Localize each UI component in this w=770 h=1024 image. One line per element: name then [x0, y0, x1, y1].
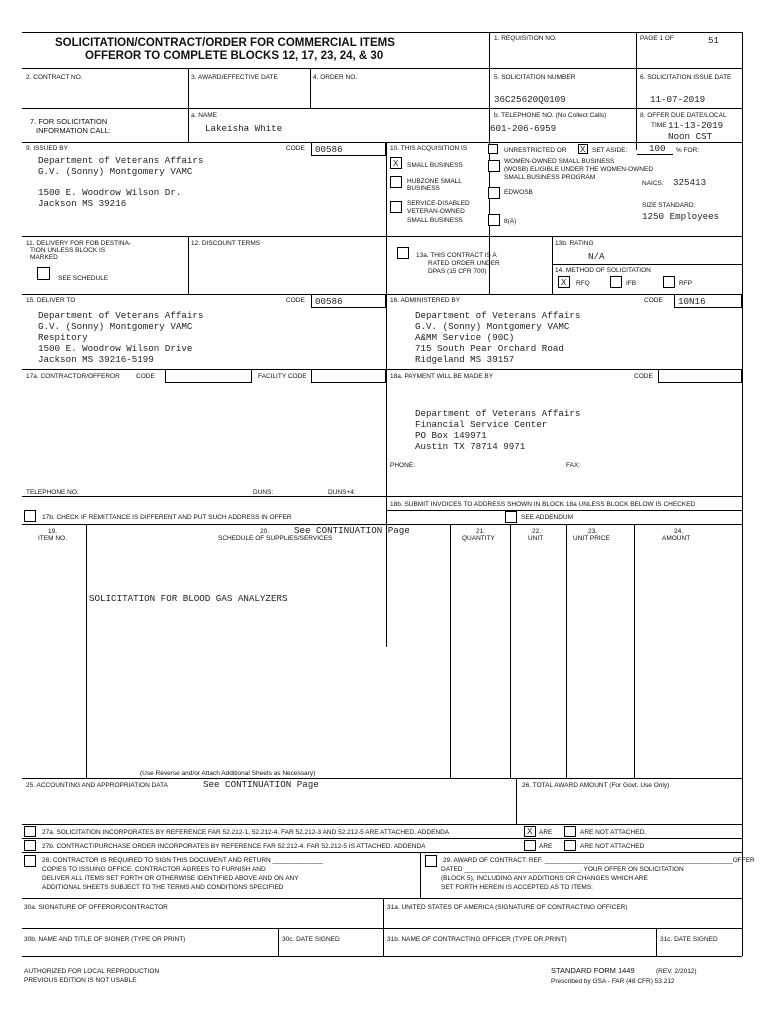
schedule-footnote: (Use Reverse and/or Attach Additional Sheets as Necessary) [140, 770, 316, 777]
block28-text-4: ADDITIONAL SHEETS SUBJECT TO THE TERMS AND CONDITIONS SPECIFIED [42, 884, 284, 891]
delivery-label: 11. DELIVERY FOR FOB DESTINA- [26, 240, 132, 247]
page-label: PAGE 1 OF [640, 35, 674, 42]
discount-terms-label: 12. DISCOUNT TERMS [191, 240, 261, 247]
payment-line: Austin TX 78714 9971 [415, 441, 526, 452]
rule [22, 838, 742, 839]
hubzone-checkbox[interactable] [390, 176, 402, 188]
deliver-to-label: 15. DELIVER TO [26, 297, 76, 304]
rule [22, 68, 742, 69]
rule [22, 496, 742, 497]
amount-header: 24. [674, 528, 684, 535]
order-no-label: 4. ORDER NO. [313, 74, 358, 81]
rule [22, 108, 742, 109]
total-award-label: 26. TOTAL AWARD AMOUNT (For Govt. Use Only) [522, 782, 670, 789]
signature-31a-label: 31a. UNITED STATES OF AMERICA (SIGNATURE OF CONTRACTING OFFICER) [387, 904, 628, 911]
rfp-checkbox[interactable] [663, 276, 675, 288]
schedule-header: SCHEDULE OF SUPPLIES/SERVICES [218, 535, 333, 542]
block28-text-2: COPIES TO ISSUING OFFICE. CONTRACTOR AGREES TO FURNISH AND [42, 866, 266, 873]
administered-line: Department of Veterans Affairs [415, 310, 581, 321]
issued-by-code-label: CODE [286, 145, 305, 152]
set-aside-checkbox[interactable] [578, 144, 588, 154]
rule [566, 524, 567, 778]
block27a-text: 27a. SOLICITATION INCORPORATES BY REFERENCE FAR 52.212-1, 52.212-4. FAR 52.212-3 AND 52.212-5 ARE ATTACHED. ADDENDA [42, 829, 450, 836]
block27a-are-not-checkbox[interactable] [564, 826, 576, 837]
rule [510, 524, 511, 778]
block27b-checkbox[interactable] [24, 840, 36, 851]
issued-by-code: 00586 [315, 144, 343, 155]
administered-line: 715 South Pear Orchard Road [415, 343, 564, 354]
issued-by-line: Jackson MS 39216 [38, 198, 127, 209]
form-revision: (REV. 2/2012) [656, 968, 697, 975]
duns-label: DUNS: [253, 489, 274, 496]
rule [552, 264, 742, 265]
telephone-no-label: TELEPHONE NO. [26, 489, 79, 496]
block27a-are-checkbox[interactable] [524, 826, 536, 837]
administered-line: A&MM Service (90C) [415, 332, 515, 343]
contract-no-label: 2. CONTRACT NO. [26, 74, 83, 81]
set-aside-label: SET ASIDE: [592, 147, 628, 154]
eight-a-checkbox[interactable] [488, 214, 500, 226]
payment-line: Financial Service Center [415, 419, 548, 430]
sdvosb-checkbox[interactable] [390, 201, 402, 213]
unit-price-header-2: UNIT PRICE [573, 535, 610, 542]
fax-label: FAX: [566, 462, 581, 469]
issued-by-line: G.V. (Sonny) Montgomery VAMC [38, 166, 193, 177]
telephone-label: b. TELEPHONE NO. (No Collect Calls) [494, 112, 607, 119]
requisition-no-label: 1. REQUISITION NO. [494, 35, 557, 42]
naics-field[interactable]: 325413 [673, 177, 707, 188]
quantity-header: 21. [476, 528, 486, 535]
size-standard-field[interactable]: 1250 Employees [642, 211, 720, 222]
footer-authorized: AUTHORIZED FOR LOCAL REPRODUCTION [24, 968, 160, 975]
date-signed-31c-label: 31c. DATE SIGNED [660, 936, 718, 943]
award-date-label: 3. AWARD/EFFECTIVE DATE [191, 74, 278, 81]
deliver-to-line: Department of Veterans Affairs [38, 310, 204, 321]
block27b-are-not-label: ARE NOT ATTACHED [580, 843, 645, 850]
rule [86, 524, 87, 778]
see-schedule-checkbox[interactable] [37, 267, 50, 280]
name-label: a. NAME [191, 112, 218, 119]
rule [383, 898, 384, 956]
rule [516, 778, 517, 824]
delivery-label-3: MARKED [30, 254, 58, 261]
deliver-to-code-box[interactable] [311, 294, 386, 308]
rule [420, 852, 421, 898]
rule [22, 778, 742, 779]
date-signed-30c-label: 30c. DATE SIGNED [282, 936, 340, 943]
method-label: 14. METHOD OF SOLICITATION [555, 267, 651, 274]
hubzone-label: HUBZONE SMALL [407, 178, 462, 185]
rule [634, 524, 635, 778]
due-date-field[interactable]: 11-13-2019 [668, 120, 724, 131]
due-date-label: 8. OFFER DUE DATE/LOCAL [640, 112, 727, 119]
telephone-field[interactable]: 601-206-6959 [490, 123, 557, 134]
phone-label: PHONE: [390, 462, 415, 469]
rule [636, 32, 637, 150]
contracting-officer-label: 31b. NAME OF CONTRACTING OFFICER (TYPE OR PRINT) [387, 936, 567, 943]
see-addendum-checkbox[interactable] [505, 511, 517, 523]
duns4-label: DUNS+4: [328, 489, 356, 496]
rule [656, 928, 657, 956]
form-name: STANDARD FORM 1449 [551, 966, 635, 975]
block27b-are-not-checkbox[interactable] [564, 840, 576, 851]
schedule-continuation-note: See CONTINUATION Page [294, 525, 410, 536]
wosb-label-2: (WOSB) ELIGIBLE UNDER THE WOMEN-OWNED [504, 166, 654, 173]
page-total: 51 [708, 35, 720, 46]
percent-for-label: % FOR: [676, 147, 700, 154]
remittance-label: 17b. CHECK IF REMITTANCE IS DIFFERENT AND PUT SUCH ADDRESS IN OFFER [42, 514, 292, 521]
set-aside-percent[interactable]: 100 [649, 143, 666, 154]
block29-checkbox[interactable] [425, 855, 437, 867]
solicitation-no-label: 5. SOLICITATION NUMBER [494, 74, 576, 81]
rule [278, 928, 279, 956]
contractor-label: 17a. CONTRACTOR/OFFEROR [26, 373, 120, 380]
block29-text-3: (BLOCK 5), INCLUDING ANY ADDITIONS OR CHANGES WHICH ARE [441, 875, 648, 882]
rule [742, 32, 743, 956]
administered-code: 10N16 [678, 296, 706, 307]
due-time-field[interactable]: Noon CST [668, 131, 713, 142]
rule [188, 236, 189, 294]
schedule-header-num: 20. [260, 528, 270, 535]
block27b-text: 27b. CONTRACT/PURCHASE ORDER INCORPORATES BY REFERENCE FAR 52.212-4. FAR 52.212-5 IS ATTACHED. ADDENDA [42, 843, 426, 850]
see-schedule-label: SEE SCHEDULE [58, 275, 109, 282]
issued-by-code-box[interactable] [311, 142, 386, 156]
contractor-code-field[interactable] [165, 369, 252, 383]
deliver-to-line: Jackson MS 39216-5199 [38, 354, 154, 365]
block27a-checkbox[interactable] [24, 826, 36, 837]
quantity-header-2: QUANTITY [462, 535, 495, 542]
administered-line: Ridgeland MS 39157 [415, 354, 515, 365]
rule [22, 852, 742, 853]
administered-code-box[interactable] [674, 294, 742, 308]
form-subtitle: OFFEROR TO COMPLETE BLOCKS 12, 17, 23, 24, & 30 [85, 50, 384, 62]
naics-label: NAICS: [642, 180, 664, 187]
rfq-checkbox[interactable] [558, 276, 570, 288]
rule [22, 824, 742, 825]
rule [22, 236, 742, 237]
block27b-are-checkbox[interactable] [524, 840, 536, 851]
solicitation-no-field[interactable]: 36C25620Q0109 [494, 94, 566, 105]
rule [450, 524, 451, 778]
eight-a-label: 8(A) [504, 218, 517, 225]
block29-text-2: DATED ________________________________. YOUR OFFER ON SOLICITATION [441, 866, 684, 873]
rule [22, 898, 742, 899]
rated-order-label-3: DPAS (15 CFR 700) [428, 268, 487, 275]
issued-by-line: Department of Veterans Affairs [38, 155, 204, 166]
signer-name-label: 30b. NAME AND TITLE OF SIGNER (TYPE OR PRINT) [24, 936, 186, 943]
rfq-label: RFQ [576, 280, 590, 287]
deliver-to-line: 1500 E. Woodrow Wilson Drive [38, 343, 193, 354]
check-mark: X [393, 159, 399, 168]
accounting-label: 25. ACCOUNTING AND APPROPRIATION DATA [26, 782, 168, 789]
edwosb-checkbox[interactable] [488, 187, 500, 199]
block28-text: 28. CONTRACTOR IS REQUIRED TO SIGN THIS DOCUMENT AND RETURN ______________ [42, 857, 324, 864]
rfp-label: RFP [679, 280, 692, 287]
unrestricted-checkbox[interactable] [488, 144, 498, 154]
block29-text: 29. AWARD OF CONTRACT: REF. ____________________________________________________OFFER [443, 857, 755, 864]
issue-date-field[interactable]: 11-07-2019 [650, 94, 706, 105]
wosb-checkbox[interactable] [488, 160, 500, 172]
acquisition-label: 10. THIS ACQUISITION IS [390, 145, 468, 152]
administered-by-label: 16. ADMINISTERED BY [390, 297, 461, 304]
deliver-to-line: G.V. (Sonny) Montgomery VAMC [38, 321, 193, 332]
submit-invoices-label: 18b. SUBMIT INVOICES TO ADDRESS SHOWN IN BLOCK 18a UNLESS BLOCK BELOW IS CHECKED [390, 501, 696, 508]
unit-header-2: UNIT [528, 535, 544, 542]
info-call-label-2: INFORMATION CALL: [36, 126, 111, 135]
accounting-value: See CONTINUATION Page [203, 779, 319, 790]
issued-by-line: 1500 E. Woodrow Wilson Dr. [38, 187, 182, 198]
ifb-label: IFB [626, 280, 637, 287]
rule [22, 32, 742, 33]
check-mark: X [527, 827, 533, 836]
ifb-checkbox[interactable] [610, 276, 622, 288]
unit-price-header: 23. [588, 528, 598, 535]
administered-code-label: CODE [644, 297, 663, 304]
unit-header: 22. [532, 528, 542, 535]
rule [386, 142, 387, 647]
footer-previous-edition: PREVIOUS EDITION IS NOT USABLE [24, 977, 137, 984]
time-label: TIME [651, 122, 667, 129]
rule [188, 68, 189, 108]
info-call-label: 7. FOR SOLICITATION [30, 117, 108, 126]
signature-30a-label: 30a. SIGNATURE OF OFFEROR/CONTRACTOR [24, 904, 168, 911]
deliver-to-line: Respitory [38, 332, 88, 343]
issued-by-label: 9. ISSUED BY [26, 145, 68, 152]
check-mark: X [580, 145, 586, 154]
block28-text-3: DELIVER ALL ITEMS SET FORTH OR OTHERWISE IDENTIFIED ABOVE AND ON ANY [42, 875, 299, 882]
form-title: SOLICITATION/CONTRACT/ORDER FOR COMMERCIAL ITEMS [55, 37, 395, 49]
rated-order-label: 13a. THIS CONTRACT IS A [416, 252, 497, 259]
unrestricted-label: UNRESTRICTED OR [504, 147, 567, 154]
block27b-are-label: ARE [539, 843, 553, 850]
administered-line: G.V. (Sonny) Montgomery VAMC [415, 321, 570, 332]
small-business-checkbox[interactable] [390, 157, 402, 169]
rule [310, 68, 311, 108]
block27a-are-label: ARE [539, 829, 553, 836]
deliver-to-code: 00586 [315, 296, 343, 307]
rating-field[interactable]: N/A [588, 251, 605, 262]
form-prescribed: Prescribed by GSA - FAR (48 CFR) 53.212 [551, 978, 675, 985]
small-business-label: SMALL BUSINESS [407, 162, 463, 169]
wosb-label-3: SMALL BUSINESS PROGRAM [504, 174, 596, 181]
payment-line: PO Box 149971 [415, 430, 487, 441]
sdvosb-label-3: SMALL BUSINESS [407, 217, 463, 224]
edwosb-label: EDWOSB [504, 189, 533, 196]
payment-code-field[interactable] [658, 369, 742, 383]
sdvosb-label-2: VETERAN-OWNED [407, 208, 465, 215]
payment-code-label: CODE [634, 373, 653, 380]
item-no-header: 19. [48, 528, 58, 535]
block27a-are-not-label: ARE NOT ATTACHED. [580, 829, 647, 836]
payment-line: Department of Veterans Affairs [415, 408, 581, 419]
underline [637, 154, 673, 155]
rule [552, 236, 553, 294]
sdvosb-label: SERVICE-DISABLED [407, 200, 470, 207]
delivery-label-2: TION UNLESS BLOCK IS [30, 247, 106, 254]
see-addendum-label: SEE ADDENDUM [521, 514, 574, 521]
issue-date-label: 6. SOLICITATION ISSUE DATE [640, 74, 732, 81]
rated-order-label-2: RATED ORDER UNDER [428, 260, 500, 267]
block28-checkbox[interactable] [24, 855, 36, 867]
rule [386, 510, 742, 511]
amount-header-2: AMOUNT [662, 535, 691, 542]
check-mark: X [561, 278, 567, 287]
block29-text-4: SET FORTH HEREIN IS ACCEPTED AS TO ITEMS: [441, 884, 593, 891]
item-no-header-2: ITEM NO. [38, 535, 67, 542]
size-standard-label: SIZE STANDARD: [642, 202, 696, 209]
schedule-description: SOLICITATION FOR BLOOD GAS ANALYZERS [89, 593, 288, 604]
rule [22, 956, 742, 957]
contractor-code-label: CODE [136, 373, 155, 380]
rule [22, 928, 742, 929]
rule [188, 108, 189, 142]
deliver-to-code-label: CODE [286, 297, 305, 304]
payment-by-label: 18a. PAYMENT WILL BE MADE BY [390, 373, 494, 380]
facility-code-field[interactable] [311, 369, 386, 383]
wosb-label: WOMEN-OWNED SMALL BUSINESS [504, 158, 615, 165]
contact-name-field[interactable]: Lakeisha White [205, 123, 283, 134]
rated-order-checkbox[interactable] [397, 247, 409, 259]
facility-code-label: FACILITY CODE [258, 373, 307, 380]
remittance-checkbox[interactable] [24, 510, 36, 522]
hubzone-label-2: BUSINESS [407, 185, 440, 192]
rating-label: 13b. RATING [555, 240, 594, 247]
